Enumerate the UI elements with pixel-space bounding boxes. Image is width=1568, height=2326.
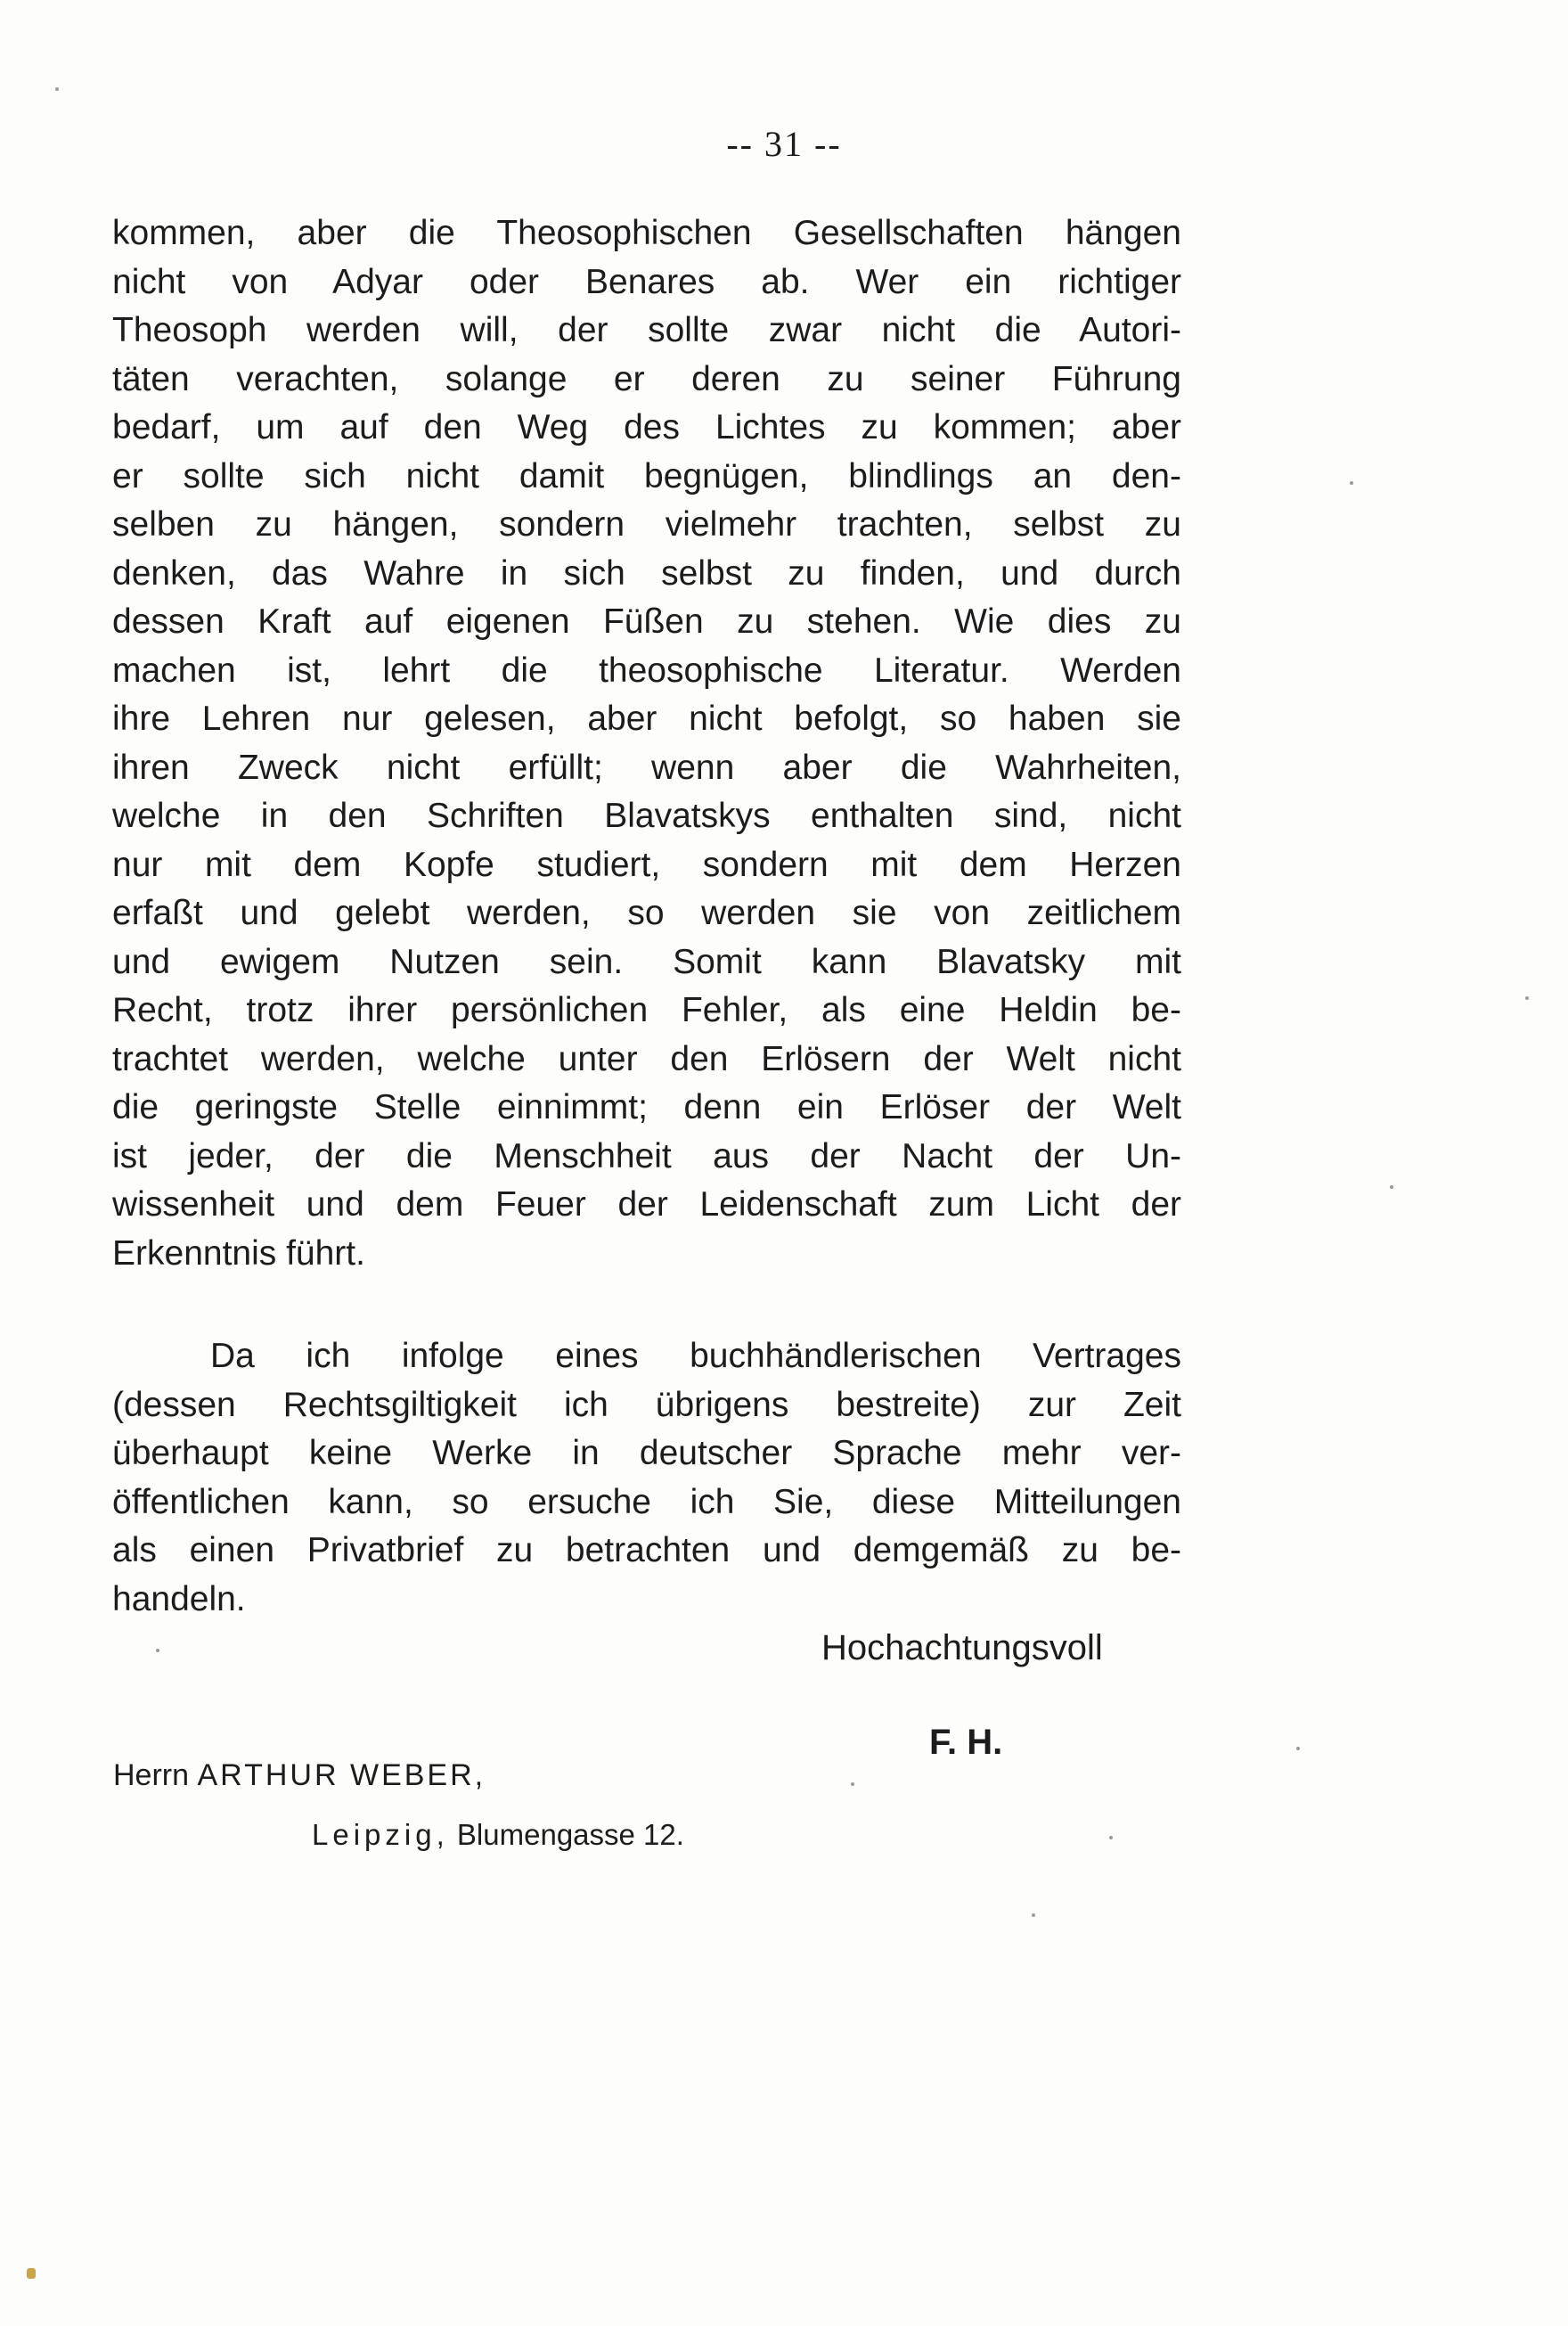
addressee-name: ARTHUR WEBER,: [197, 1758, 486, 1792]
text-line: überhaupt keine Werke in deutscher Sprache mehr ver-: [112, 1434, 1181, 1472]
print-speck: [1296, 1747, 1300, 1750]
print-speck: [1525, 996, 1529, 1000]
page-number: -- 31 --: [726, 124, 842, 164]
print-speck: [27, 2268, 36, 2279]
text-line: Theosoph werden will, der sollte zwar nicht die Autori-: [112, 311, 1181, 349]
text-line: machen ist, lehrt die theosophische Literatur. Werden: [112, 651, 1181, 690]
print-speck: [1350, 481, 1353, 485]
body-paragraph-1: [112, 209, 1181, 1278]
addressee-salutation: Herrn: [113, 1758, 190, 1792]
print-speck: [55, 87, 59, 91]
text-line: dessen Kraft auf eigenen Füßen zu stehen. Wie dies zu: [112, 602, 1181, 641]
address-city: Leipzig,: [312, 1818, 449, 1851]
text-line: (dessen Rechtsgiltigkeit ich übrigens bestreite) zur Zeit: [112, 1385, 1181, 1424]
closing-phrase: Hochachtungsvoll: [821, 1628, 1103, 1667]
text-line: denken, das Wahre in sich selbst zu finden, und durch: [112, 553, 1181, 593]
print-speck: [851, 1782, 854, 1786]
addressee-line: [113, 1758, 486, 1793]
body-paragraph-2: [112, 1332, 1181, 1624]
text-line: er sollte sich nicht damit begnügen, blindlings an den-: [112, 456, 1181, 496]
text-line: kommen, aber die Theosophischen Gesellschaften hängen: [112, 214, 1181, 252]
text-line: Recht, trotz ihrer persönlichen Fehler, als eine Heldin be-: [112, 991, 1181, 1029]
text-line: als einen Privatbrief zu betrachten und demgemäß zu be-: [112, 1531, 1181, 1569]
text-line: bedarf, um auf den Weg des Lichtes zu kommen; aber: [112, 408, 1181, 446]
text-line: ist jeder, der die Menschheit aus der Nacht der Un-: [112, 1136, 1181, 1175]
signature-initials: F. H.: [929, 1723, 1003, 1762]
text-line: trachtet werden, welche unter den Erlösern der Welt nicht: [112, 1039, 1181, 1078]
text-line: und ewigem Nutzen sein. Somit kann Blavatsky mit: [112, 942, 1181, 981]
text-line: nur mit dem Kopfe studiert, sondern mit dem Herzen: [112, 845, 1181, 884]
text-line: welche in den Schriften Blavatskys enthalten sind, nicht: [112, 797, 1181, 835]
text-line: selben zu hängen, sondern vielmehr trachten, selbst zu: [112, 505, 1181, 544]
text-line: die geringste Stelle einnimmt; denn ein Erlöser der Welt: [112, 1088, 1181, 1126]
text-line: erfaßt und gelebt werden, so werden sie von zeitlichem: [112, 894, 1181, 932]
print-speck: [156, 1649, 159, 1652]
text-line: öffentlichen kann, so ersuche ich Sie, diese Mitteilungen: [112, 1482, 1181, 1521]
address-line: [312, 1818, 684, 1852]
text-line: ihre Lehren nur gelesen, aber nicht befolgt, so haben sie: [112, 700, 1181, 738]
text-line: täten verachten, solange er deren zu seiner Führung: [112, 359, 1181, 398]
text-line: nicht von Adyar oder Benares ab. Wer ein richtiger: [112, 262, 1181, 301]
address-street: Blumengasse 12.: [456, 1818, 684, 1851]
print-speck: [1390, 1185, 1393, 1189]
text-line: ihren Zweck nicht erfüllt; wenn aber die Wahrheiten,: [112, 748, 1181, 787]
print-speck: [1032, 1913, 1035, 1917]
text-line: Da ich infolge eines buchhändlerischen Vertrages: [210, 1337, 1181, 1375]
text-line: handeln.: [112, 1579, 246, 1618]
text-line: wissenheit und dem Feuer der Leidenschaft zum Licht der: [112, 1185, 1181, 1224]
text-line: Erkenntnis führt.: [112, 1233, 365, 1273]
print-speck: [1109, 1836, 1113, 1839]
